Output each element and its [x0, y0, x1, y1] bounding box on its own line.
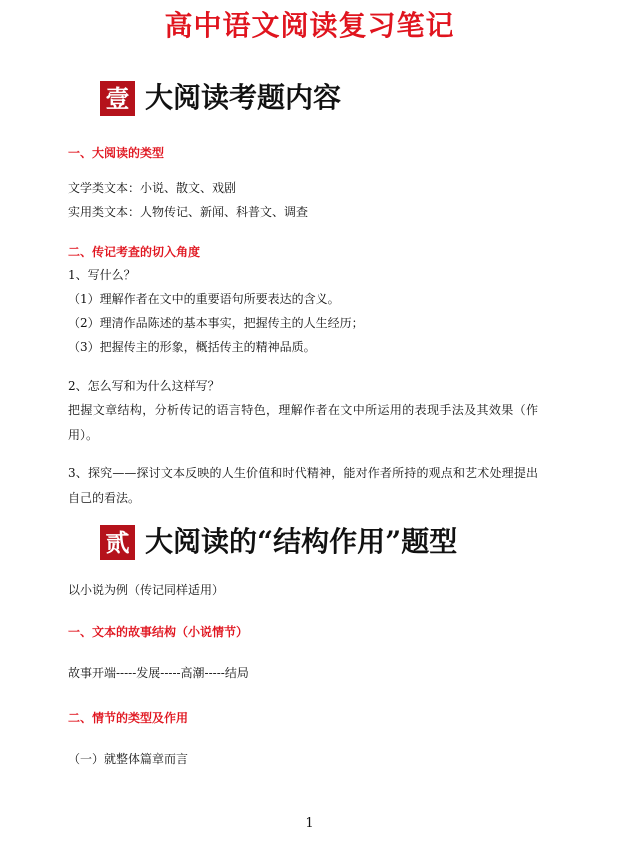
section-heading-2: [100, 522, 457, 562]
section-title-2: 大阅读的“结构作用”题型: [145, 525, 458, 558]
section-intro: 以小说为例（传记同样适用）: [68, 583, 225, 597]
body-line: 实用类文本：人物传记、新闻、科普文、调查: [68, 205, 309, 219]
list-item: （3）把握传主的形象，概括传主的精神品质。: [68, 340, 316, 354]
body-line: 故事开端-----发展-----高潮-----结局: [68, 666, 249, 680]
question-1: 1、写什么？: [68, 268, 136, 282]
subheading-biography-angles: 二、传记考查的切入角度: [68, 245, 201, 259]
subheading-story-structure: 一、文本的故事结构（小说情节）: [68, 625, 249, 639]
list-item: （2）理清作品陈述的基本事实，把握传主的人生经历；: [68, 316, 364, 330]
section-title-1: 大阅读考题内容: [145, 81, 342, 114]
document-title: 高中语文阅读复习笔记: [164, 9, 455, 42]
subheading-plot-types: 二、情节的类型及作用: [68, 711, 189, 725]
page-number: 1: [305, 816, 314, 831]
section-badge-1: 壹: [100, 81, 135, 116]
paragraph: 把握文章结构，分析传记的语言特色，理解作者在文中所运用的表现手法及其效果（作用）。: [68, 403, 538, 442]
question-2: 2、怎么写和为什么这样写？: [68, 379, 220, 393]
body-line: 文学类文本：小说、散文、戏剧: [68, 181, 237, 195]
section-badge-2: 贰: [100, 525, 135, 560]
list-item: （1）理解作者在文中的重要语句所要表达的含义。: [68, 292, 340, 306]
subheading-reading-types: 一、大阅读的类型: [68, 146, 165, 160]
section-heading-1: [100, 78, 341, 118]
paragraph: 3、探究——探讨文本反映的人生价值和时代精神，能对作者所持的观点和艺术处理提出自己的看法。: [68, 466, 538, 505]
body-line: （一）就整体篇章而言: [68, 752, 189, 766]
